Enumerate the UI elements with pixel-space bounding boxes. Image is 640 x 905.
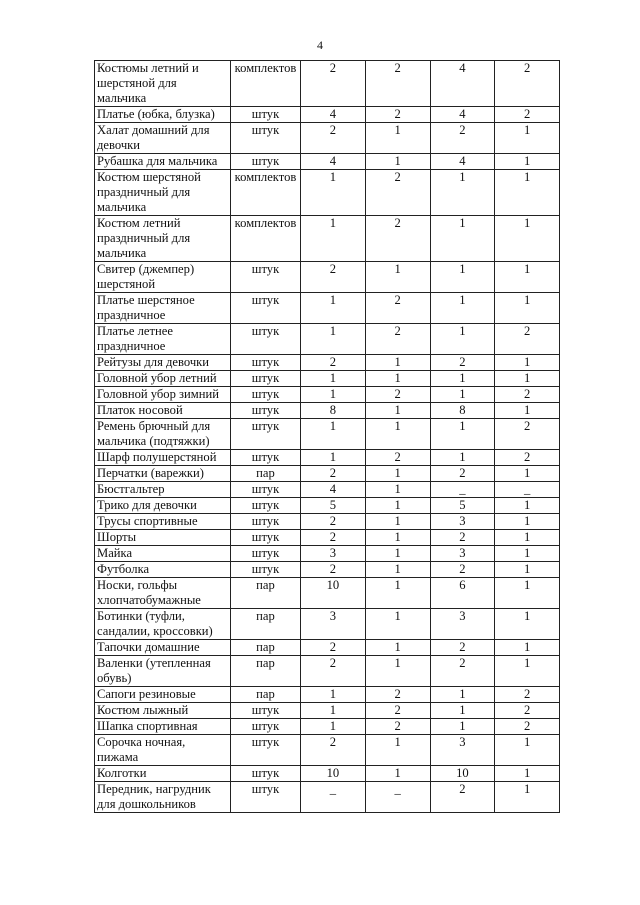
quantity-cell-2: 8 xyxy=(430,403,495,419)
item-name-cell: Платок носовой xyxy=(95,403,231,419)
term-cell-1: 2 xyxy=(365,687,430,703)
unit-cell: штук xyxy=(231,123,301,154)
term-cell-2: 2 xyxy=(495,719,560,735)
table-row xyxy=(95,482,560,498)
quantity-cell-2: 1 xyxy=(430,450,495,466)
term-cell-2: 1 xyxy=(495,170,560,216)
item-name-cell: Валенки (утепленная обувь) xyxy=(95,656,231,687)
term-cell-2: 1 xyxy=(495,403,560,419)
quantity-cell-2: 2 xyxy=(430,123,495,154)
quantity-cell-1: 3 xyxy=(301,609,366,640)
unit-cell: пар xyxy=(231,578,301,609)
table-row xyxy=(95,735,560,766)
item-name-cell: Шорты xyxy=(95,530,231,546)
quantity-cell-2: 1 xyxy=(430,687,495,703)
term-cell-2: 1 xyxy=(495,640,560,656)
unit-cell: штук xyxy=(231,514,301,530)
term-cell-2: 1 xyxy=(495,546,560,562)
quantity-cell-1: 4 xyxy=(301,107,366,123)
quantity-cell-2: _ xyxy=(430,482,495,498)
term-cell-1: 1 xyxy=(365,766,430,782)
term-cell-1: 2 xyxy=(365,450,430,466)
quantity-cell-2: 1 xyxy=(430,216,495,262)
term-cell-2: 1 xyxy=(495,609,560,640)
term-cell-2: 1 xyxy=(495,466,560,482)
quantity-cell-1: 1 xyxy=(301,419,366,450)
term-cell-1: 1 xyxy=(365,578,430,609)
term-cell-1: 1 xyxy=(365,482,430,498)
unit-cell: штук xyxy=(231,562,301,578)
term-cell-1: 1 xyxy=(365,419,430,450)
item-name-cell: Платье летнее праздничное xyxy=(95,324,231,355)
quantity-cell-2: 1 xyxy=(430,170,495,216)
table-row xyxy=(95,466,560,482)
quantity-cell-1: 2 xyxy=(301,355,366,371)
term-cell-1: 1 xyxy=(365,154,430,170)
quantity-cell-2: 6 xyxy=(430,578,495,609)
table-row xyxy=(95,170,560,216)
term-cell-2: _ xyxy=(495,482,560,498)
quantity-cell-1: 10 xyxy=(301,766,366,782)
quantity-cell-2: 1 xyxy=(430,262,495,293)
quantity-cell-1: _ xyxy=(301,782,366,813)
quantity-cell-2: 1 xyxy=(430,387,495,403)
quantity-cell-2: 1 xyxy=(430,324,495,355)
item-name-cell: Тапочки домашние xyxy=(95,640,231,656)
quantity-cell-1: 1 xyxy=(301,703,366,719)
unit-cell: штук xyxy=(231,107,301,123)
table-row xyxy=(95,719,560,735)
unit-cell: штук xyxy=(231,482,301,498)
table-row xyxy=(95,293,560,324)
item-name-cell: Костюм лыжный xyxy=(95,703,231,719)
term-cell-2: 1 xyxy=(495,766,560,782)
quantity-cell-2: 2 xyxy=(430,782,495,813)
term-cell-2: 1 xyxy=(495,216,560,262)
item-name-cell: Головной убор зимний xyxy=(95,387,231,403)
unit-cell: штук xyxy=(231,703,301,719)
quantity-cell-2: 2 xyxy=(430,355,495,371)
table-row xyxy=(95,640,560,656)
item-name-cell: Трико для девочки xyxy=(95,498,231,514)
item-name-cell: Костюм шерстяной праздничный для мальчика xyxy=(95,170,231,216)
unit-cell: пар xyxy=(231,609,301,640)
term-cell-2: 2 xyxy=(495,450,560,466)
term-cell-2: 1 xyxy=(495,498,560,514)
item-name-cell: Костюм летний праздничный для мальчика xyxy=(95,216,231,262)
quantity-cell-1: 3 xyxy=(301,546,366,562)
table-row xyxy=(95,450,560,466)
quantity-cell-1: 2 xyxy=(301,466,366,482)
table-row xyxy=(95,546,560,562)
quantity-cell-1: 1 xyxy=(301,324,366,355)
term-cell-1: 1 xyxy=(365,609,430,640)
table-row xyxy=(95,419,560,450)
term-cell-2: 2 xyxy=(495,324,560,355)
unit-cell: штук xyxy=(231,735,301,766)
item-name-cell: Рейтузы для девочки xyxy=(95,355,231,371)
quantity-cell-2: 1 xyxy=(430,419,495,450)
table-body xyxy=(95,61,560,813)
quantity-cell-2: 4 xyxy=(430,107,495,123)
term-cell-1: 1 xyxy=(365,530,430,546)
quantity-cell-1: 1 xyxy=(301,293,366,324)
item-name-cell: Ботинки (туфли, сандалии, кроссовки) xyxy=(95,609,231,640)
term-cell-2: 1 xyxy=(495,154,560,170)
quantity-cell-2: 2 xyxy=(430,562,495,578)
quantity-cell-2: 5 xyxy=(430,498,495,514)
quantity-cell-1: 2 xyxy=(301,562,366,578)
term-cell-1: 1 xyxy=(365,123,430,154)
term-cell-1: 2 xyxy=(365,170,430,216)
term-cell-2: 1 xyxy=(495,262,560,293)
term-cell-1: 1 xyxy=(365,562,430,578)
item-name-cell: Трусы спортивные xyxy=(95,514,231,530)
unit-cell: штук xyxy=(231,546,301,562)
table-row xyxy=(95,123,560,154)
quantity-cell-1: 1 xyxy=(301,170,366,216)
unit-cell: штук xyxy=(231,419,301,450)
table-row xyxy=(95,403,560,419)
table-row xyxy=(95,530,560,546)
item-name-cell: Носки, гольфы хлопчатобумажные xyxy=(95,578,231,609)
item-name-cell: Рубашка для мальчика xyxy=(95,154,231,170)
item-name-cell: Халат домашний для девочки xyxy=(95,123,231,154)
unit-cell: комплектов xyxy=(231,170,301,216)
term-cell-1: 1 xyxy=(365,355,430,371)
unit-cell: пар xyxy=(231,466,301,482)
unit-cell: штук xyxy=(231,766,301,782)
unit-cell: комплектов xyxy=(231,216,301,262)
term-cell-1: 1 xyxy=(365,403,430,419)
quantity-cell-1: 2 xyxy=(301,656,366,687)
term-cell-2: 1 xyxy=(495,782,560,813)
table-row xyxy=(95,107,560,123)
quantity-cell-1: 1 xyxy=(301,387,366,403)
table-row xyxy=(95,387,560,403)
table-row xyxy=(95,262,560,293)
term-cell-1: 2 xyxy=(365,107,430,123)
table-row xyxy=(95,324,560,355)
quantity-cell-2: 4 xyxy=(430,154,495,170)
unit-cell: штук xyxy=(231,719,301,735)
quantity-cell-2: 2 xyxy=(430,656,495,687)
unit-cell: штук xyxy=(231,450,301,466)
unit-cell: пар xyxy=(231,687,301,703)
quantity-cell-2: 3 xyxy=(430,609,495,640)
term-cell-1: 1 xyxy=(365,371,430,387)
unit-cell: штук xyxy=(231,782,301,813)
term-cell-1: 2 xyxy=(365,293,430,324)
term-cell-1: 2 xyxy=(365,61,430,107)
table-row xyxy=(95,498,560,514)
item-name-cell: Сапоги резиновые xyxy=(95,687,231,703)
quantity-cell-1: 5 xyxy=(301,498,366,514)
item-name-cell: Ремень брючный для мальчика (подтяжки) xyxy=(95,419,231,450)
table-row xyxy=(95,656,560,687)
term-cell-2: 1 xyxy=(495,656,560,687)
unit-cell: комплектов xyxy=(231,61,301,107)
term-cell-1: 2 xyxy=(365,703,430,719)
quantity-cell-2: 3 xyxy=(430,514,495,530)
term-cell-1: 1 xyxy=(365,546,430,562)
quantity-cell-1: 2 xyxy=(301,530,366,546)
item-name-cell: Платье шерстяное праздничное xyxy=(95,293,231,324)
table-row xyxy=(95,61,560,107)
quantity-cell-1: 2 xyxy=(301,123,366,154)
item-name-cell: Головной убор летний xyxy=(95,371,231,387)
table-row xyxy=(95,562,560,578)
quantity-cell-1: 2 xyxy=(301,262,366,293)
quantity-cell-2: 2 xyxy=(430,530,495,546)
quantity-cell-1: 1 xyxy=(301,687,366,703)
unit-cell: штук xyxy=(231,324,301,355)
term-cell-1: 1 xyxy=(365,640,430,656)
term-cell-2: 1 xyxy=(495,530,560,546)
item-name-cell: Бюстгальтер xyxy=(95,482,231,498)
term-cell-1: _ xyxy=(365,782,430,813)
term-cell-2: 2 xyxy=(495,419,560,450)
table-row xyxy=(95,355,560,371)
term-cell-1: 1 xyxy=(365,656,430,687)
table-row xyxy=(95,703,560,719)
unit-cell: штук xyxy=(231,530,301,546)
quantity-cell-2: 3 xyxy=(430,735,495,766)
quantity-cell-1: 4 xyxy=(301,154,366,170)
unit-cell: штук xyxy=(231,387,301,403)
table-row xyxy=(95,687,560,703)
term-cell-2: 1 xyxy=(495,123,560,154)
term-cell-1: 2 xyxy=(365,387,430,403)
quantity-cell-2: 1 xyxy=(430,703,495,719)
term-cell-2: 1 xyxy=(495,293,560,324)
term-cell-2: 1 xyxy=(495,355,560,371)
page-number: 4 xyxy=(317,38,323,52)
unit-cell: пар xyxy=(231,640,301,656)
term-cell-2: 1 xyxy=(495,562,560,578)
unit-cell: штук xyxy=(231,371,301,387)
term-cell-1: 1 xyxy=(365,466,430,482)
term-cell-1: 2 xyxy=(365,216,430,262)
table-row xyxy=(95,609,560,640)
clothing-norms-table xyxy=(94,60,560,813)
table-row xyxy=(95,782,560,813)
quantity-cell-2: 1 xyxy=(430,371,495,387)
unit-cell: пар xyxy=(231,656,301,687)
item-name-cell: Передник, нагрудник для дошкольников xyxy=(95,782,231,813)
item-name-cell: Костюмы летний и шерстяной для мальчика xyxy=(95,61,231,107)
term-cell-1: 1 xyxy=(365,498,430,514)
quantity-cell-1: 1 xyxy=(301,371,366,387)
quantity-cell-2: 3 xyxy=(430,546,495,562)
term-cell-2: 2 xyxy=(495,107,560,123)
quantity-cell-1: 2 xyxy=(301,514,366,530)
term-cell-2: 1 xyxy=(495,578,560,609)
unit-cell: штук xyxy=(231,355,301,371)
table-row xyxy=(95,578,560,609)
term-cell-2: 2 xyxy=(495,387,560,403)
term-cell-2: 1 xyxy=(495,735,560,766)
term-cell-2: 2 xyxy=(495,687,560,703)
table-row xyxy=(95,216,560,262)
term-cell-2: 1 xyxy=(495,514,560,530)
quantity-cell-2: 4 xyxy=(430,61,495,107)
item-name-cell: Шарф полушерстяной xyxy=(95,450,231,466)
item-name-cell: Платье (юбка, блузка) xyxy=(95,107,231,123)
quantity-cell-1: 1 xyxy=(301,450,366,466)
quantity-cell-2: 1 xyxy=(430,293,495,324)
term-cell-1: 1 xyxy=(365,514,430,530)
quantity-cell-2: 10 xyxy=(430,766,495,782)
term-cell-2: 1 xyxy=(495,371,560,387)
term-cell-2: 2 xyxy=(495,703,560,719)
quantity-cell-1: 4 xyxy=(301,482,366,498)
quantity-cell-1: 1 xyxy=(301,719,366,735)
quantity-cell-1: 1 xyxy=(301,216,366,262)
item-name-cell: Футболка xyxy=(95,562,231,578)
item-name-cell: Колготки xyxy=(95,766,231,782)
quantity-cell-1: 10 xyxy=(301,578,366,609)
unit-cell: штук xyxy=(231,403,301,419)
term-cell-1: 2 xyxy=(365,324,430,355)
quantity-cell-2: 2 xyxy=(430,466,495,482)
table-row xyxy=(95,154,560,170)
quantity-cell-1: 2 xyxy=(301,735,366,766)
unit-cell: штук xyxy=(231,293,301,324)
term-cell-1: 1 xyxy=(365,735,430,766)
item-name-cell: Перчатки (варежки) xyxy=(95,466,231,482)
unit-cell: штук xyxy=(231,262,301,293)
term-cell-1: 1 xyxy=(365,262,430,293)
table-row xyxy=(95,514,560,530)
quantity-cell-2: 2 xyxy=(430,640,495,656)
quantity-cell-1: 2 xyxy=(301,640,366,656)
quantity-cell-1: 2 xyxy=(301,61,366,107)
quantity-cell-2: 1 xyxy=(430,719,495,735)
item-name-cell: Майка xyxy=(95,546,231,562)
term-cell-2: 2 xyxy=(495,61,560,107)
unit-cell: штук xyxy=(231,498,301,514)
unit-cell: штук xyxy=(231,154,301,170)
table-row xyxy=(95,371,560,387)
item-name-cell: Шапка спортивная xyxy=(95,719,231,735)
table-row xyxy=(95,766,560,782)
term-cell-1: 2 xyxy=(365,719,430,735)
quantity-cell-1: 8 xyxy=(301,403,366,419)
item-name-cell: Свитер (джемпер) шерстяной xyxy=(95,262,231,293)
item-name-cell: Сорочка ночная, пижама xyxy=(95,735,231,766)
